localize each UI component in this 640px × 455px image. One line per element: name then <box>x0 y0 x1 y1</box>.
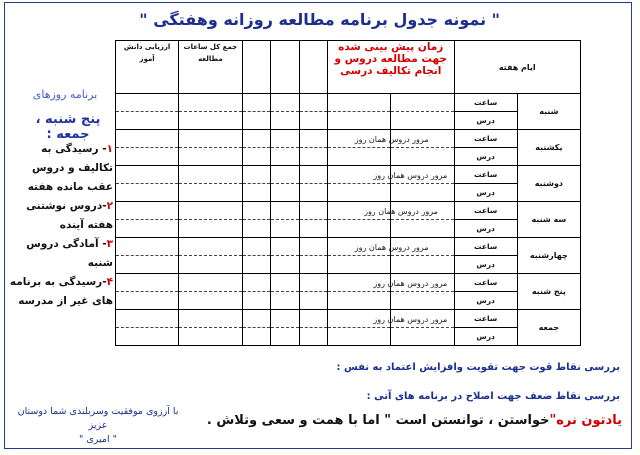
schedule-cell <box>179 310 242 346</box>
dashed-divider <box>300 291 328 292</box>
lesson-label: درس <box>476 224 495 233</box>
motto-red: یادتون نره" <box>549 413 622 428</box>
schedule-cell <box>328 202 391 238</box>
schedule-cell <box>299 274 328 310</box>
schedule-cell <box>271 238 300 274</box>
side-list <box>8 140 113 311</box>
schedule-cell <box>242 202 271 238</box>
day-label: سه شنبه <box>517 202 580 238</box>
dashed-divider <box>116 291 178 292</box>
schedule-cell <box>299 202 328 238</box>
schedule-cell <box>271 130 300 166</box>
header-total-hours: جمع کل ساعات مطالعه <box>179 41 242 94</box>
dashed-divider <box>116 183 178 184</box>
dashed-divider <box>243 183 271 184</box>
dashed-divider <box>328 291 390 292</box>
schedule-cell <box>116 202 179 238</box>
schedule-cell <box>116 166 179 202</box>
header-empty <box>299 41 328 94</box>
schedule-cell <box>271 310 300 346</box>
schedule-cell <box>242 130 271 166</box>
time-label: ساعت <box>455 238 517 256</box>
day-label: چهارشنبه <box>517 238 580 274</box>
study-plan-cell <box>373 166 454 202</box>
dashed-divider <box>328 219 390 220</box>
dashed-divider <box>391 183 453 184</box>
strengths-review: بررسی نقاط قوت جهت تقویت وافزایش اعتماد به نفس : <box>336 362 620 373</box>
dashed-divider <box>391 327 453 328</box>
schedule-cell <box>328 94 391 130</box>
side-days: پنج شنبه ، جمعه : <box>35 112 101 142</box>
schedule-cell <box>179 130 242 166</box>
schedule-cell <box>242 310 271 346</box>
list-item: ۲-دروس نوشتنی هفته آینده <box>26 200 113 231</box>
study-plan-cell <box>391 94 454 130</box>
time-label: ساعت <box>455 166 517 184</box>
dashed-divider <box>271 291 299 292</box>
review-note: مرور دروس همان روز <box>373 171 448 180</box>
author-name: " امیری " <box>78 434 118 445</box>
dashed-divider <box>271 111 299 112</box>
dashed-divider <box>391 291 453 292</box>
dashed-divider <box>391 219 453 220</box>
time-lesson-label <box>454 130 517 166</box>
schedule-cell <box>116 130 179 166</box>
dashed-divider <box>179 219 241 220</box>
table-header-row <box>116 41 581 94</box>
dashed-divider <box>271 219 299 220</box>
review-note: مرور دروس همان روز <box>364 207 438 216</box>
study-plan-cell <box>373 274 454 310</box>
time-lesson-label <box>454 166 517 202</box>
schedule-cell <box>299 94 328 130</box>
dashed-divider <box>179 183 241 184</box>
study-plan-cell <box>354 130 454 166</box>
schedule-cell <box>328 310 391 346</box>
schedule-cell <box>299 166 328 202</box>
weaknesses-review: بررسی نقاط ضعف جهت اصلاح در برنامه های آتی : <box>366 391 620 402</box>
lesson-label: درس <box>476 296 495 305</box>
review-note: مرور دروس همان روز <box>354 243 429 252</box>
dashed-divider <box>300 327 328 328</box>
dashed-divider <box>116 147 178 148</box>
dashed-divider <box>328 111 390 112</box>
dashed-divider <box>300 255 328 256</box>
dashed-divider <box>116 255 178 256</box>
study-plan-cell <box>373 310 454 346</box>
schedule-cell <box>116 238 179 274</box>
dashed-divider <box>328 327 390 328</box>
dashed-divider <box>116 111 178 112</box>
schedule-cell <box>179 238 242 274</box>
dashed-divider <box>179 147 241 148</box>
dashed-divider <box>179 291 241 292</box>
header-empty <box>271 41 300 94</box>
day-label: شنبه <box>517 94 580 130</box>
table-row <box>116 310 581 346</box>
lesson-label: درس <box>476 332 495 341</box>
schedule-cell <box>328 166 391 202</box>
dashed-divider <box>271 183 299 184</box>
page-title: " نمونه جدول برنامه مطالعه روزانه وهفتگی " <box>139 10 500 29</box>
time-lesson-label <box>454 202 517 238</box>
study-plan-cell <box>364 202 454 238</box>
list-item: ۳- آمادگی دروس شنبه <box>26 238 113 269</box>
dashed-divider <box>271 255 299 256</box>
time-label: ساعت <box>455 202 517 220</box>
time-lesson-label <box>454 94 517 130</box>
schedule-cell <box>179 166 242 202</box>
dashed-divider <box>391 111 453 112</box>
table-row <box>116 202 581 238</box>
schedule-cell <box>242 94 271 130</box>
schedule-cell <box>116 310 179 346</box>
review-note: مرور دروس همان روز <box>373 279 448 288</box>
table-row <box>116 274 581 310</box>
dashed-divider <box>179 327 241 328</box>
dashed-divider <box>116 327 178 328</box>
schedule-cell <box>242 166 271 202</box>
dashed-divider <box>116 219 178 220</box>
lesson-label: درس <box>476 116 495 125</box>
study-schedule-table <box>115 40 581 346</box>
dashed-divider <box>179 111 241 112</box>
table-row <box>116 94 581 130</box>
dashed-divider <box>391 147 453 148</box>
lesson-label: درس <box>476 188 495 197</box>
table-row <box>116 166 581 202</box>
dashed-divider <box>243 291 271 292</box>
schedule-cell <box>299 310 328 346</box>
time-lesson-label <box>454 238 517 274</box>
time-lesson-label <box>454 310 517 346</box>
dashed-divider <box>179 255 241 256</box>
time-label: ساعت <box>455 274 517 292</box>
schedule-cell <box>271 274 300 310</box>
dashed-divider <box>328 183 390 184</box>
dashed-divider <box>300 111 328 112</box>
wish-note <box>8 405 188 447</box>
list-item: ۴-رسیدگی به برنامه های غیر از مدرسه <box>9 276 113 307</box>
day-label: دوشنبه <box>517 166 580 202</box>
schedule-cell <box>271 202 300 238</box>
list-item: ۱- رسیدگی به تکالیف و دروس عقب مانده هفته <box>27 143 113 193</box>
schedule-cell <box>271 166 300 202</box>
review-note: مرور دروس همان روز <box>354 135 429 144</box>
dashed-divider <box>300 183 328 184</box>
dashed-divider <box>328 255 390 256</box>
dashed-divider <box>300 147 328 148</box>
schedule-cell <box>242 238 271 274</box>
study-plan-cell <box>354 238 454 274</box>
table-row <box>116 238 581 274</box>
dashed-divider <box>271 327 299 328</box>
day-label: پنج شنبه <box>517 274 580 310</box>
lesson-label: درس <box>476 260 495 269</box>
schedule-cell <box>271 94 300 130</box>
dashed-divider <box>300 219 328 220</box>
header-empty <box>242 41 271 94</box>
motto-text: خواستن ، توانستن است " اما با همت و سعی وتلاش . <box>206 413 550 428</box>
day-label: جمعه <box>517 310 580 346</box>
dashed-divider <box>243 111 271 112</box>
dashed-divider <box>271 147 299 148</box>
dashed-divider <box>243 219 271 220</box>
header-student-evaluation: ارزیابی دانش آموز <box>116 41 179 94</box>
schedule-cell <box>299 238 328 274</box>
lesson-label: درس <box>476 152 495 161</box>
header-week-days: ایام هفته <box>454 41 581 94</box>
dashed-divider <box>328 147 390 148</box>
time-label: ساعت <box>455 94 517 112</box>
wish-line: با آرزوی موفقیت وسربلندی شما دوستان عزیز <box>17 406 179 431</box>
dashed-divider <box>243 147 271 148</box>
review-note: مرور دروس همان روز <box>373 315 448 324</box>
table-row <box>116 130 581 166</box>
schedule-cell <box>179 202 242 238</box>
schedule-cell <box>328 130 391 166</box>
motto <box>206 413 622 428</box>
side-title: برنامه روزهای <box>32 88 98 101</box>
dashed-divider <box>391 255 453 256</box>
header-planned-time: زمان پیش بینی شده جهت مطالعه دروس و انجام تکالیف درسی <box>328 41 455 94</box>
schedule-cell <box>299 130 328 166</box>
time-label: ساعت <box>455 130 517 148</box>
schedule-cell <box>242 274 271 310</box>
schedule-cell <box>328 274 391 310</box>
day-label: یکشنبه <box>517 130 580 166</box>
time-lesson-label <box>454 274 517 310</box>
schedule-cell <box>328 238 391 274</box>
schedule-cell <box>179 94 242 130</box>
time-label: ساعت <box>455 310 517 328</box>
schedule-cell <box>179 274 242 310</box>
dashed-divider <box>243 255 271 256</box>
schedule-cell <box>116 274 179 310</box>
schedule-cell <box>116 94 179 130</box>
dashed-divider <box>243 327 271 328</box>
